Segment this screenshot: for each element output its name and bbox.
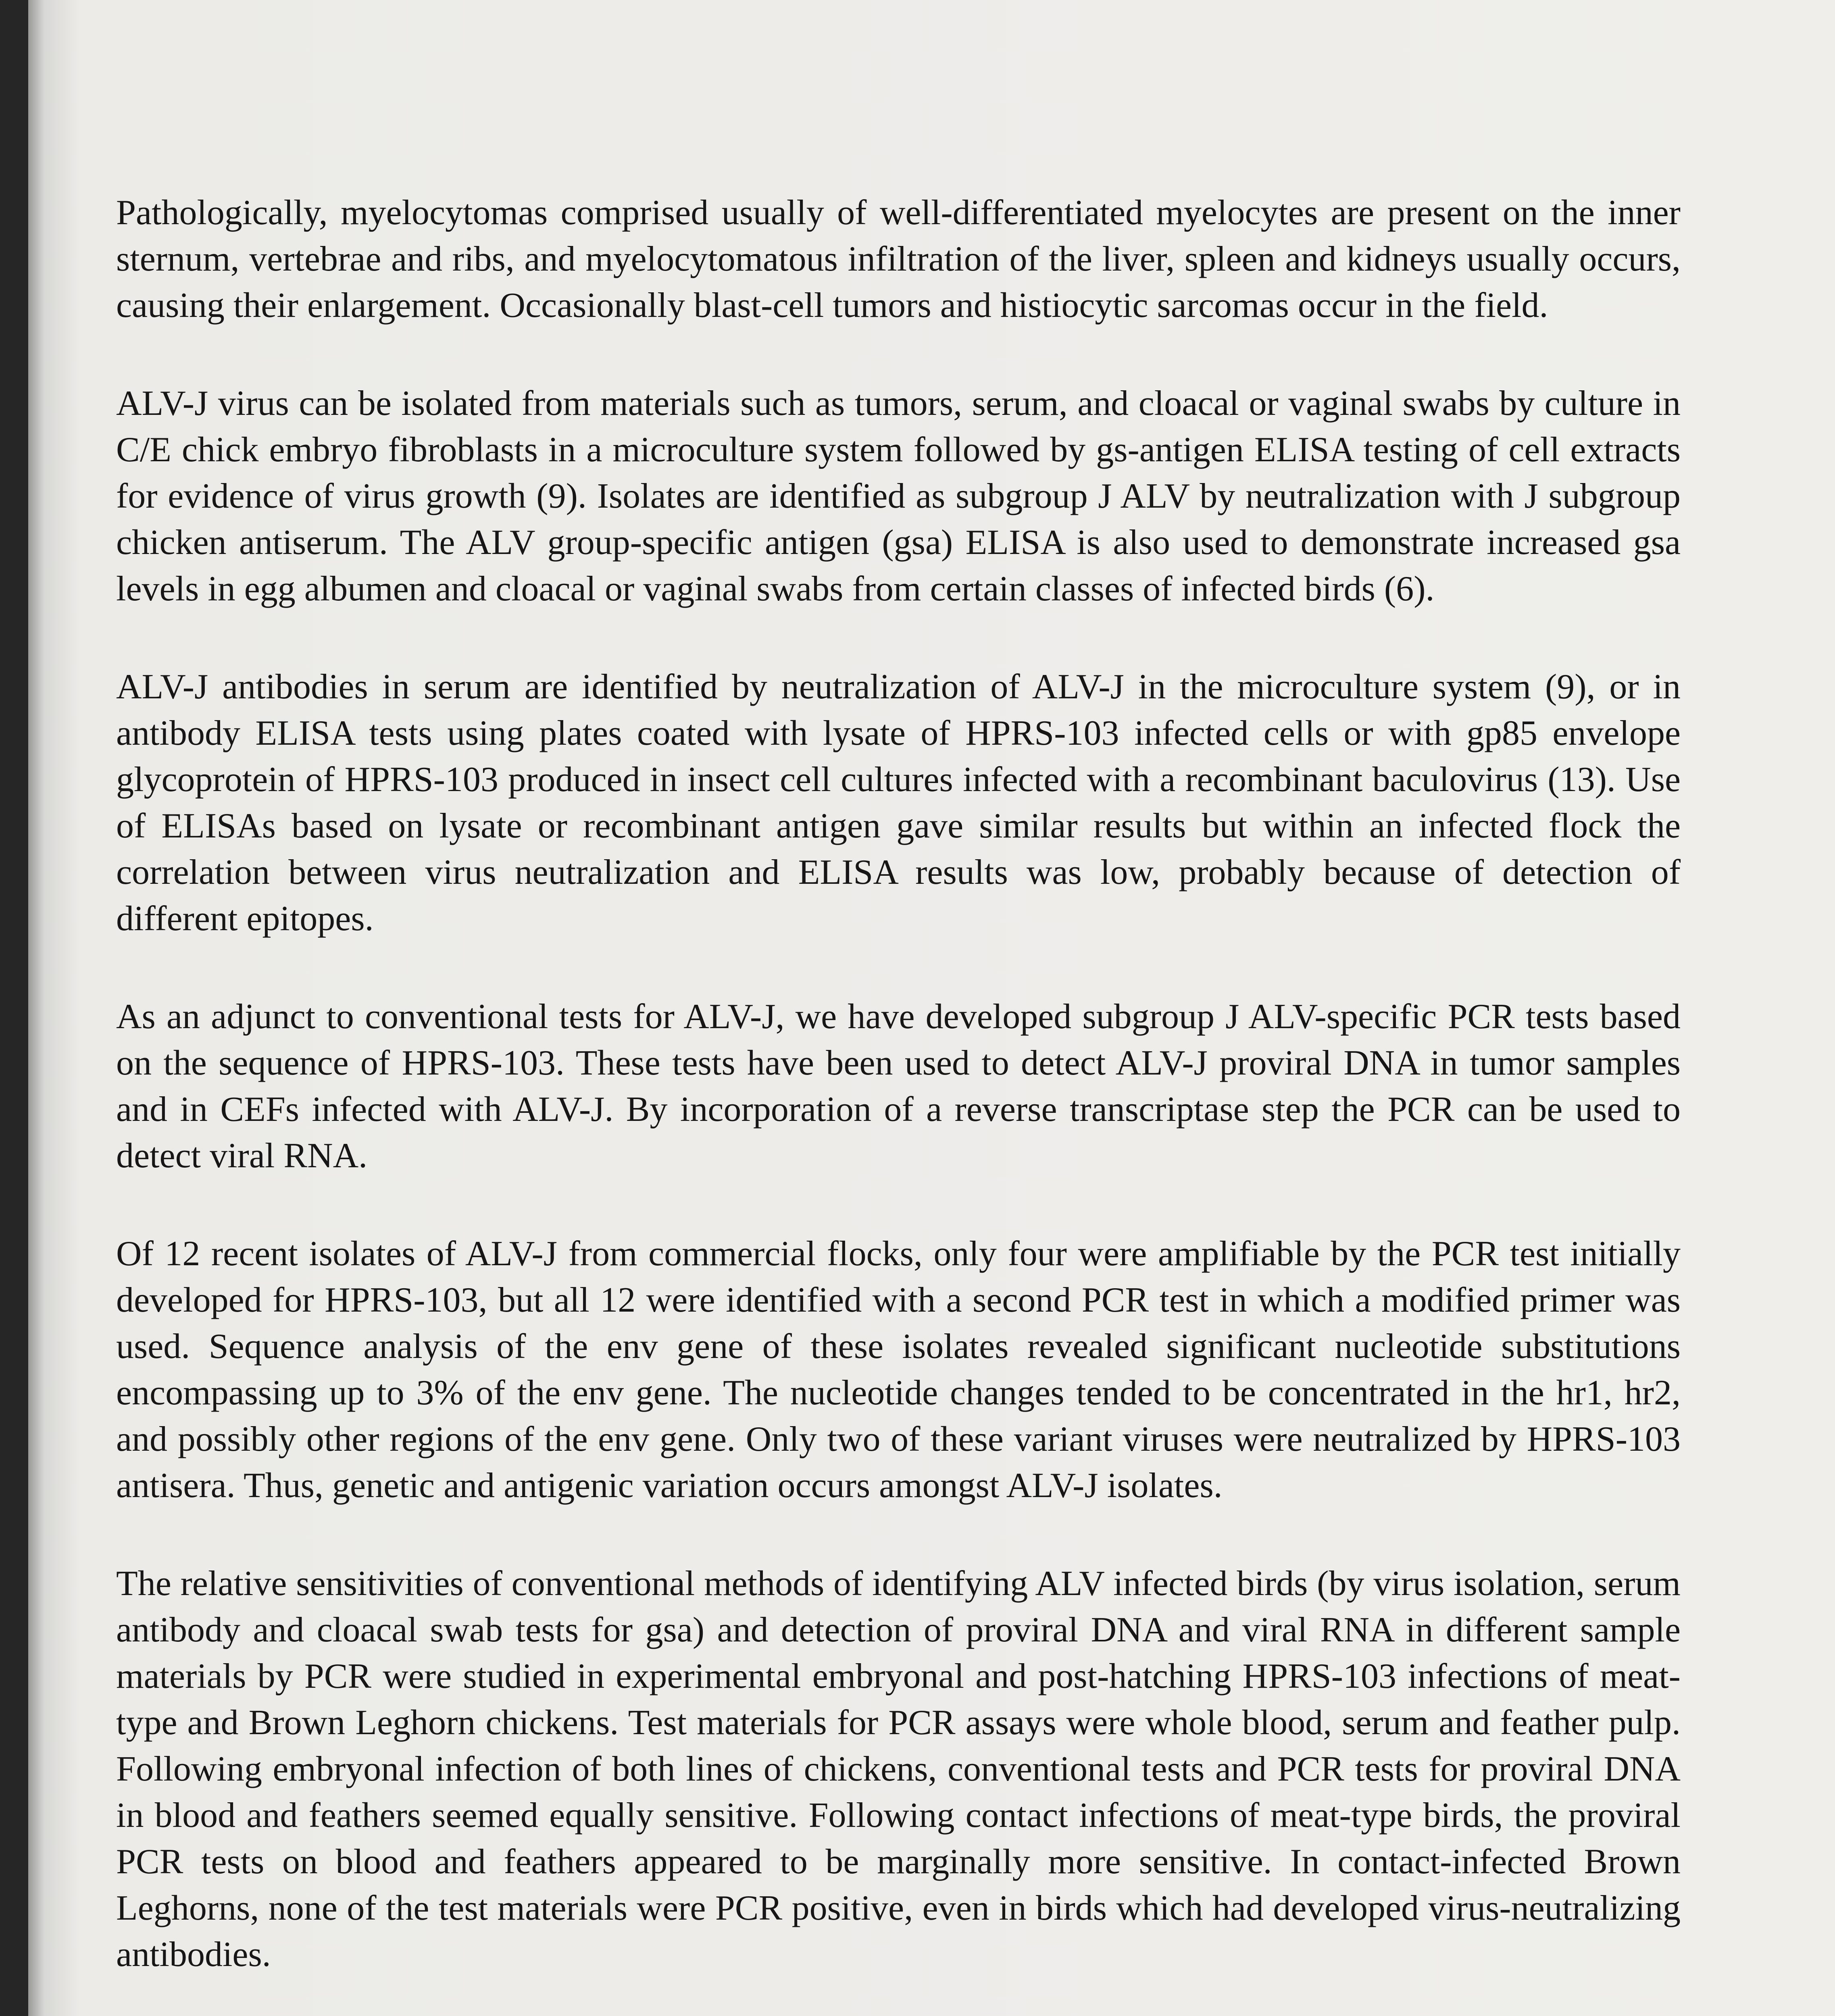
paragraph-antibodies: ALV-J antibodies in serum are identified by neutralization of ALV-J in the microculture system (9), or in antibody ELISA tests using plates coated with lysate of HPRS-103 infected cells or with gp85 envelope glycoprotein of HPRS-103 produced in insect cell cultures infected with a recombinant baculovirus (13). Use of ELISAs based on lysate or recombinant antigen gave similar results but within an infected flock the correlation between virus neutralization and ELISA results was low, probably because of detection of different epitopes. [116,667,1681,938]
paragraph-sensitivities: The relative sensitivities of conventional methods of identifying ALV infected birds (by virus isolation, serum antibody and cloacal swab tests for gsa) and detection of proviral DNA and viral RNA in different sample materials by PCR were studied in experimental embryonal and post-hatching HPRS-103 infections of meat-type and Brown Leghorn chickens. Test materials for PCR assays were whole blood, serum and feather pulp. Following embryonal infection of both lines of chickens, conventional tests and PCR tests for proviral DNA in blood and feathers seemed equally sensitive. Following contact infections of meat-type birds, the proviral PCR tests on blood and feathers appeared to be marginally more sensitive. In contact-infected Brown Leghorns, none of the test materials were PCR positive, even in birds which had developed virus-neutralizing antibodies. [116,1564,1681,1974]
paragraph-virus-isolation: ALV-J virus can be isolated from materials such as tumors, serum, and cloacal or vaginal swabs by culture in C/E chick embryo fibroblasts in a microculture system followed by gs-antigen ELISA testing of cell extracts for evidence of virus growth (9). Isolates are identified as subgroup J ALV by neutralization with J subgroup chicken antiserum. The ALV group-specific antigen (gsa) ELISA is also used to demonstrate increased gsa levels in egg albumen and cloacal or vaginal swabs from certain classes of infected birds (6). [116,384,1681,608]
paragraph-pcr-tests: As an adjunct to conventional tests for ALV-J, we have developed subgroup J ALV-specific PCR tests based on the sequence of HPRS-103. These tests have been used to detect ALV-J proviral DNA in tumor samples and in CEFs infected with ALV-J. By incorporation of a reverse transcriptase step the PCR can be used to detect viral RNA. [116,997,1681,1175]
binding-gutter-shadow [0,0,28,2016]
body-text [116,190,1681,2016]
paragraph-pathology: Pathologically, myelocytomas comprised usually of well-differentiated myelocytes are present on the inner sternum, vertebrae and ribs, and myelocytomatous infiltration of the liver, spleen and kidneys usually occurs, causing their enlargement. Occasionally blast-cell tumors and histiocytic sarcomas occur in the field. [116,193,1681,325]
paragraph-isolates: Of 12 recent isolates of ALV-J from commercial flocks, only four were amplifiable by the PCR test initially developed for HPRS-103, but all 12 were identified with a second PCR test in which a modified primer was used. Sequence analysis of the env gene of these isolates revealed significant nucleotide substitutions encompassing up to 3% of the env gene. The nucleotide changes tended to be concentrated in the hr1, hr2, and possibly other regions of the env gene. Only two of these variant viruses were neutralized by HPRS-103 antisera. Thus, genetic and antigenic variation occurs amongst ALV-J isolates. [116,1234,1681,1505]
